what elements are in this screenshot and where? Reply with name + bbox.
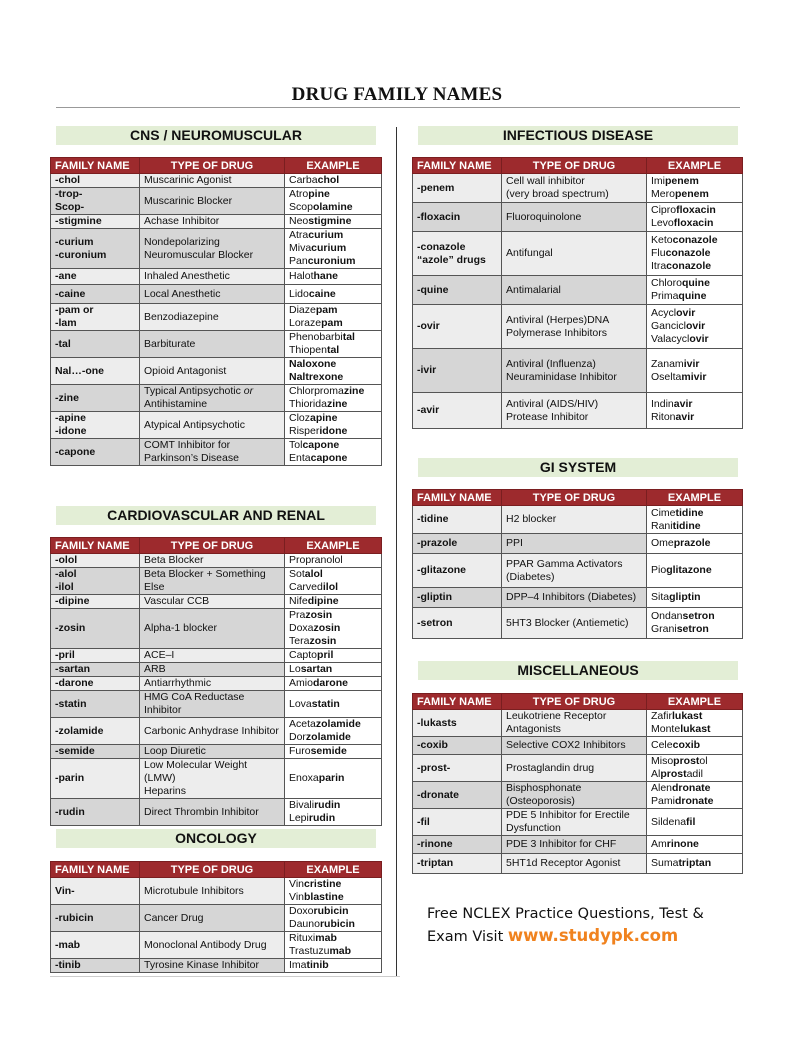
drug-type-cell: Muscarinic Agonist xyxy=(140,174,285,188)
drug-type-cell: Antiviral (AIDS/HIV) Protease Inhibitor xyxy=(502,393,647,429)
example-cell: Lidocaine xyxy=(285,285,382,304)
drug-type-cell: Opioid Antagonist xyxy=(140,358,285,385)
drug-type-cell: Achase Inhibitor xyxy=(140,215,285,229)
section-title: CARDIOVASCULAR AND RENAL xyxy=(56,506,376,525)
drug-type-cell: ARB xyxy=(140,663,285,677)
header-family-name: FAMILY NAME xyxy=(413,694,502,710)
drug-type-cell: Benzodiazepine xyxy=(140,304,285,331)
drug-type-cell: Carbonic Anhydrase Inhibitor xyxy=(140,718,285,745)
drug-type-cell: Monoclonal Antibody Drug xyxy=(140,932,285,959)
table-header-row xyxy=(413,158,743,174)
drug-type-cell: PDE 3 Inhibitor for CHF xyxy=(502,836,647,854)
table-row xyxy=(413,554,743,588)
table-row xyxy=(413,232,743,276)
header-example: EXAMPLE xyxy=(285,862,382,878)
table-row xyxy=(51,554,382,568)
family-name-cell: -zolamide xyxy=(51,718,140,745)
table-row xyxy=(51,663,382,677)
family-name-cell: -floxacin xyxy=(413,203,502,232)
example-cell: Propranolol xyxy=(285,554,382,568)
family-name-cell: -capone xyxy=(51,439,140,466)
example-cell: Sildenafil xyxy=(647,809,743,836)
table-row xyxy=(51,878,382,905)
family-name-cell: -ane xyxy=(51,269,140,285)
drug-type-cell: Selective COX2 Inhibitors xyxy=(502,737,647,755)
header-example: EXAMPLE xyxy=(647,158,743,174)
table-row xyxy=(51,745,382,759)
table-row xyxy=(413,755,743,782)
header-type-of-drug: TYPE OF DRUG xyxy=(140,538,285,554)
section-gi xyxy=(418,458,738,477)
family-name-cell: -penem xyxy=(413,174,502,203)
section-misc xyxy=(418,661,738,680)
header-type-of-drug: TYPE OF DRUG xyxy=(140,158,285,174)
family-name-cell: -zosin xyxy=(51,609,140,649)
example-cell: Vincristine Vinblastine xyxy=(285,878,382,905)
family-name-cell: -quine xyxy=(413,276,502,305)
family-name-cell: -dipine xyxy=(51,595,140,609)
table-row xyxy=(413,203,743,232)
table-row xyxy=(51,649,382,663)
family-name-cell: -sartan xyxy=(51,663,140,677)
family-name-cell: -coxib xyxy=(413,737,502,755)
family-name-cell: -parin xyxy=(51,759,140,799)
table-row xyxy=(51,691,382,718)
header-example: EXAMPLE xyxy=(647,694,743,710)
drug-type-cell: Local Anesthetic xyxy=(140,285,285,304)
drug-type-cell: DPP–4 Inhibitors (Diabetes) xyxy=(502,588,647,608)
drug-type-cell: 5HT1d Receptor Agonist xyxy=(502,854,647,874)
header-family-name: FAMILY NAME xyxy=(51,862,140,878)
example-cell: Lovastatin xyxy=(285,691,382,718)
family-name-cell: -fil xyxy=(413,809,502,836)
drug-type-cell: Muscarinic Blocker xyxy=(140,188,285,215)
family-name-cell: -conazole “azole” drugs xyxy=(413,232,502,276)
drug-type-cell: Antiarrhythmic xyxy=(140,677,285,691)
header-example: EXAMPLE xyxy=(285,538,382,554)
example-cell: Cimetidine Ranitidine xyxy=(647,506,743,534)
example-cell: Carbachol xyxy=(285,174,382,188)
table-row xyxy=(413,782,743,809)
example-cell: Bivalirudin Lepirudin xyxy=(285,799,382,826)
example-cell: Zanamivir Oseltamivir xyxy=(647,349,743,393)
drug-type-cell: COMT Inhibitor for Parkinson’s Disease xyxy=(140,439,285,466)
example-cell: Ketoconazole Fluconazole Itraconazole xyxy=(647,232,743,276)
family-name-cell: -pril xyxy=(51,649,140,663)
example-cell: Imatinib xyxy=(285,959,382,973)
example-cell: Tolcapone Entacapone xyxy=(285,439,382,466)
family-name-cell: -ovir xyxy=(413,305,502,349)
family-name-cell: -trop- Scop- xyxy=(51,188,140,215)
table-row xyxy=(413,174,743,203)
header-example: EXAMPLE xyxy=(285,158,382,174)
example-cell: Chloroquine Primaquine xyxy=(647,276,743,305)
table-header-row xyxy=(51,158,382,174)
table-row xyxy=(413,276,743,305)
example-cell: Phenobarbital Thiopental xyxy=(285,331,382,358)
example-cell: Omeprazole xyxy=(647,534,743,554)
section-infectious xyxy=(418,126,738,145)
drug-type-cell: Prostaglandin drug xyxy=(502,755,647,782)
table-row xyxy=(51,439,382,466)
drug-type-cell: Beta Blocker xyxy=(140,554,285,568)
table-row xyxy=(51,799,382,826)
table-header-row xyxy=(413,490,743,506)
drug-type-cell: Barbiturate xyxy=(140,331,285,358)
table-row xyxy=(51,358,382,385)
header-type-of-drug: TYPE OF DRUG xyxy=(502,694,647,710)
drug-type-cell: Cell wall inhibitor (very broad spectrum) xyxy=(502,174,647,203)
header-family-name: FAMILY NAME xyxy=(51,158,140,174)
drug-type-cell: PDE 5 Inhibitor for Erectile Dysfunction xyxy=(502,809,647,836)
example-cell: Ondansetron Granisetron xyxy=(647,608,743,639)
table-misc xyxy=(412,693,743,874)
header-type-of-drug: TYPE OF DRUG xyxy=(502,158,647,174)
drug-type-cell: Leukotriene Receptor Antagonists xyxy=(502,710,647,737)
example-cell: Naloxone Naltrexone xyxy=(285,358,382,385)
drug-type-cell: Typical Antipsychotic or Antihistamine xyxy=(140,385,285,412)
example-cell: Enoxaparin xyxy=(285,759,382,799)
table-row xyxy=(413,836,743,854)
table-infectious xyxy=(412,157,743,429)
drug-type-cell: Antifungal xyxy=(502,232,647,276)
family-name-cell: -rinone xyxy=(413,836,502,854)
example-cell: Clozapine Risperidone xyxy=(285,412,382,439)
section-title: GI SYSTEM xyxy=(418,458,738,477)
drug-type-cell: Inhaled Anesthetic xyxy=(140,269,285,285)
drug-type-cell: 5HT3 Blocker (Antiemetic) xyxy=(502,608,647,639)
table-row xyxy=(413,809,743,836)
example-cell: Chlorpromazine Thioridazine xyxy=(285,385,382,412)
column-divider xyxy=(396,127,397,977)
example-cell: Losartan xyxy=(285,663,382,677)
example-cell: Nifedipine xyxy=(285,595,382,609)
example-cell: Acetazolamide Dorzolamide xyxy=(285,718,382,745)
example-cell: Diazepam Lorazepam xyxy=(285,304,382,331)
drug-type-cell: Atypical Antipsychotic xyxy=(140,412,285,439)
example-cell: Alendronate Pamidronate xyxy=(647,782,743,809)
promo-site-link[interactable]: www.studypk.com xyxy=(507,926,679,945)
family-name-cell: -caine xyxy=(51,285,140,304)
header-family-name: FAMILY NAME xyxy=(51,538,140,554)
example-cell: Doxorubicin Daunorubicin xyxy=(285,905,382,932)
table-row xyxy=(413,854,743,874)
table-row xyxy=(51,304,382,331)
drug-type-cell: Cancer Drug xyxy=(140,905,285,932)
drug-type-cell: Bisphosphonate (Osteoporosis) xyxy=(502,782,647,809)
drug-type-cell: Antimalarial xyxy=(502,276,647,305)
example-cell: Amrinone xyxy=(647,836,743,854)
family-name-cell: -avir xyxy=(413,393,502,429)
family-name-cell: -curium -curonium xyxy=(51,229,140,269)
table-row xyxy=(413,305,743,349)
table-row xyxy=(51,759,382,799)
example-cell: Halothane xyxy=(285,269,382,285)
section-title: ONCOLOGY xyxy=(56,829,376,848)
example-cell: Acyclovir Ganciclovir Valacyclovir xyxy=(647,305,743,349)
example-cell: Captopril xyxy=(285,649,382,663)
table-row xyxy=(51,905,382,932)
table-row xyxy=(51,932,382,959)
table-row xyxy=(413,588,743,608)
table-cardio xyxy=(50,537,382,826)
table-row xyxy=(51,331,382,358)
table-row xyxy=(413,349,743,393)
header-example: EXAMPLE xyxy=(647,490,743,506)
section-title: CNS / NEUROMUSCULAR xyxy=(56,126,376,145)
drug-type-cell: Beta Blocker + Something Else xyxy=(140,568,285,595)
family-name-cell: Vin- xyxy=(51,878,140,905)
table-row xyxy=(413,534,743,554)
table-row xyxy=(51,174,382,188)
example-cell: Indinavir Ritonavir xyxy=(647,393,743,429)
example-cell: Sotalol Carvedilol xyxy=(285,568,382,595)
example-cell: Sitagliptin xyxy=(647,588,743,608)
family-name-cell: -semide xyxy=(51,745,140,759)
example-cell: Sumatriptan xyxy=(647,854,743,874)
example-cell: Furosemide xyxy=(285,745,382,759)
drug-type-cell: Low Molecular Weight (LMW) Heparins xyxy=(140,759,285,799)
drug-type-cell: Loop Diuretic xyxy=(140,745,285,759)
header-type-of-drug: TYPE OF DRUG xyxy=(140,862,285,878)
table-gi xyxy=(412,489,743,639)
example-cell: Prazosin Doxazosin Terazosin xyxy=(285,609,382,649)
table-row xyxy=(51,568,382,595)
family-name-cell: -stigmine xyxy=(51,215,140,229)
header-family-name: FAMILY NAME xyxy=(413,158,502,174)
drug-type-cell: Direct Thrombin Inhibitor xyxy=(140,799,285,826)
family-name-cell: -gliptin xyxy=(413,588,502,608)
table-row xyxy=(413,506,743,534)
drug-type-cell: Fluoroquinolone xyxy=(502,203,647,232)
table-header-row xyxy=(413,694,743,710)
table-row xyxy=(51,677,382,691)
table-oncology xyxy=(50,861,382,973)
table-row xyxy=(413,608,743,639)
family-name-cell: -prazole xyxy=(413,534,502,554)
family-name-cell: -prost- xyxy=(413,755,502,782)
drug-type-cell: Microtubule Inhibitors xyxy=(140,878,285,905)
family-name-cell: -tal xyxy=(51,331,140,358)
family-name-cell: -chol xyxy=(51,174,140,188)
family-name-cell: -ivir xyxy=(413,349,502,393)
family-name-cell: -statin xyxy=(51,691,140,718)
header-type-of-drug: TYPE OF DRUG xyxy=(502,490,647,506)
header-family-name: FAMILY NAME xyxy=(413,490,502,506)
family-name-cell: -darone xyxy=(51,677,140,691)
family-name-cell: -triptan xyxy=(413,854,502,874)
section-title: INFECTIOUS DISEASE xyxy=(418,126,738,145)
family-name-cell: Nal…-one xyxy=(51,358,140,385)
family-name-cell: -tidine xyxy=(413,506,502,534)
example-cell: Amiodarone xyxy=(285,677,382,691)
example-cell: Zafirlukast Montelukast xyxy=(647,710,743,737)
example-cell: Celecoxib xyxy=(647,737,743,755)
promo-line-1: Free NCLEX Practice Questions, Test & xyxy=(427,906,704,922)
example-cell: Atropine Scopolamine xyxy=(285,188,382,215)
family-name-cell: -glitazone xyxy=(413,554,502,588)
drug-type-cell: PPI xyxy=(502,534,647,554)
section-cns xyxy=(56,126,376,145)
family-name-cell: -zine xyxy=(51,385,140,412)
drug-type-cell: Antiviral (Herpes)DNA Polymerase Inhibitors xyxy=(502,305,647,349)
table-row xyxy=(51,269,382,285)
section-title: MISCELLANEOUS xyxy=(418,661,738,680)
table-row xyxy=(51,215,382,229)
family-name-cell: -alol -ilol xyxy=(51,568,140,595)
family-name-cell: -apine -idone xyxy=(51,412,140,439)
family-name-cell: -setron xyxy=(413,608,502,639)
drug-type-cell: HMG CoA Reductase Inhibitor xyxy=(140,691,285,718)
family-name-cell: -dronate xyxy=(413,782,502,809)
table-row xyxy=(51,285,382,304)
table-row xyxy=(51,609,382,649)
example-cell: Misoprostol Alprostadil xyxy=(647,755,743,782)
table-row xyxy=(413,710,743,737)
table-row xyxy=(51,188,382,215)
family-name-cell: -rubicin xyxy=(51,905,140,932)
example-cell: Rituximab Trastuzumab xyxy=(285,932,382,959)
drug-type-cell: Nondepolarizing Neuromuscular Blocker xyxy=(140,229,285,269)
drug-type-cell: H2 blocker xyxy=(502,506,647,534)
table-row xyxy=(51,959,382,973)
example-cell: Neostigmine xyxy=(285,215,382,229)
page-title: DRUG FAMILY NAMES xyxy=(291,84,503,105)
example-cell: Atracurium Mivacurium Pancuronium xyxy=(285,229,382,269)
table-row xyxy=(51,412,382,439)
table-row xyxy=(51,229,382,269)
drug-type-cell: Tyrosine Kinase Inhibitor xyxy=(140,959,285,973)
family-name-cell: -olol xyxy=(51,554,140,568)
table-row xyxy=(51,595,382,609)
table-row xyxy=(413,737,743,755)
section-cardio xyxy=(56,506,376,525)
drug-type-cell: Alpha-1 blocker xyxy=(140,609,285,649)
drug-type-cell: PPAR Gamma Activators (Diabetes) xyxy=(502,554,647,588)
section-oncology xyxy=(56,829,376,848)
promo-text xyxy=(427,903,704,948)
drug-type-cell: Vascular CCB xyxy=(140,595,285,609)
family-name-cell: -tinib xyxy=(51,959,140,973)
family-name-cell: -pam or -lam xyxy=(51,304,140,331)
table-header-row xyxy=(51,862,382,878)
title-divider xyxy=(56,107,740,108)
table-row xyxy=(51,718,382,745)
family-name-cell: -rudin xyxy=(51,799,140,826)
drug-type-cell: ACE–I xyxy=(140,649,285,663)
drug-type-cell: Antiviral (Influenza) Neuraminidase Inhibitor xyxy=(502,349,647,393)
family-name-cell: -lukasts xyxy=(413,710,502,737)
table-cns xyxy=(50,157,382,466)
promo-prefix: Exam Visit xyxy=(427,929,508,945)
table-header-row xyxy=(51,538,382,554)
table-row xyxy=(413,393,743,429)
example-cell: Pioglitazone xyxy=(647,554,743,588)
example-cell: Imipenem Meropenem xyxy=(647,174,743,203)
bottom-divider xyxy=(50,976,400,977)
table-row xyxy=(51,385,382,412)
family-name-cell: -mab xyxy=(51,932,140,959)
example-cell: Ciprofloxacin Levofloxacin xyxy=(647,203,743,232)
